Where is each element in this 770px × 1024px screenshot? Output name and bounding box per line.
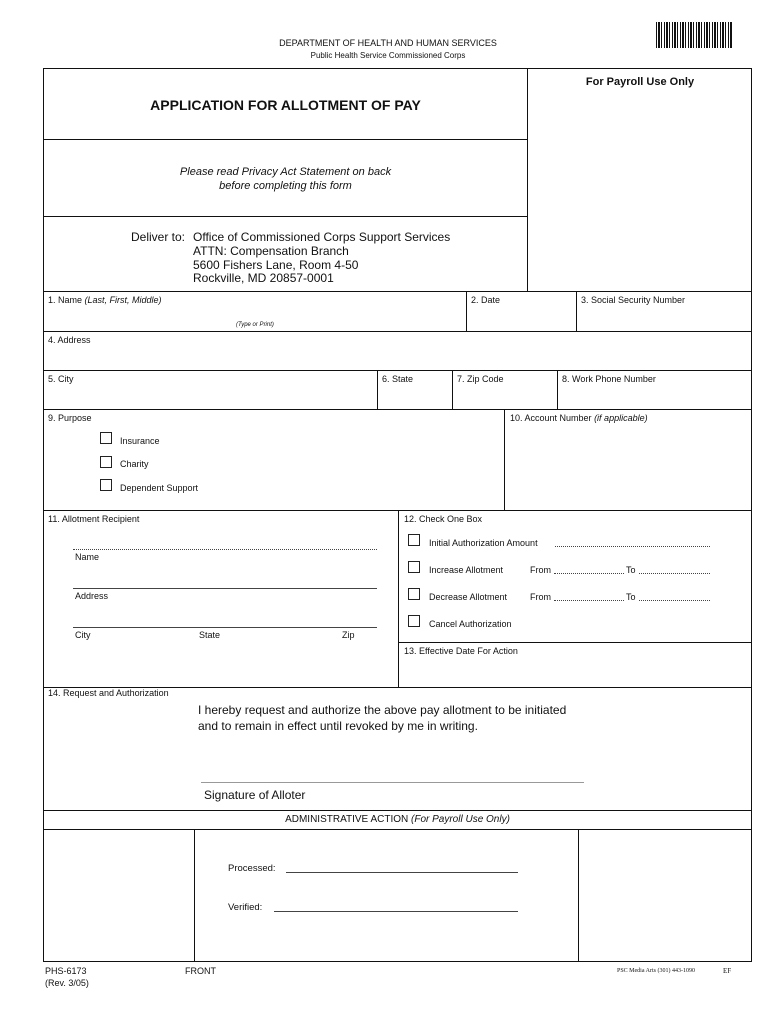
charity-label: Charity [120,459,149,469]
department-subheader: Public Health Service Commissioned Corps [310,51,466,60]
increase-from-line[interactable] [554,573,624,574]
recipient-zip-label: Zip [342,630,355,640]
verified-label: Verified: [228,902,263,913]
department-header: DEPARTMENT OF HEALTH AND HUMAN SERVICES [279,38,497,48]
allotment-recipient-label: 11. Allotment Recipient [48,514,140,524]
cancel-authorization-checkbox[interactable] [408,615,420,627]
decrease-allotment-label: Decrease Allotment [429,592,508,602]
privacy-line-2: before completing this form [219,180,352,192]
charity-checkbox[interactable] [100,456,112,468]
date-label: 2. Date [471,295,501,305]
recipient-state-label: State [199,630,221,640]
city-label: 5. City [48,374,74,384]
signature-line[interactable] [201,782,584,783]
payroll-use-label: For Payroll Use Only [585,76,695,88]
form-number: PHS-6173 [45,966,87,976]
zip-label: 7. Zip Code [457,374,504,384]
admin-v2 [578,829,579,962]
deliver-line-4: Rockville, MD 20857-0001 [193,271,334,285]
recipient-address-field[interactable] [73,567,377,587]
row4-top [43,409,752,410]
admin-v1 [194,829,195,962]
insurance-checkbox[interactable] [100,432,112,444]
verified-line[interactable] [274,911,518,912]
row3-top [43,370,752,371]
city-field[interactable] [44,385,376,409]
initial-authorization-label: Initial Authorization Amount [429,538,538,548]
initial-amount-line[interactable] [555,546,710,547]
name-label [48,295,162,305]
decrease-allotment-checkbox[interactable] [408,588,420,600]
effective-date-label: 13. Effective Date For Action [404,646,518,656]
recipient-address-label: Address [75,591,109,601]
decrease-from-label: From [530,592,551,602]
printer-credit: PSC Media Arts (301) 443-1090 [617,968,695,974]
decrease-to-line[interactable] [639,600,710,601]
recipient-city-label: City [75,630,91,640]
row7-bottom [43,829,752,830]
form-title: APPLICATION FOR ALLOTMENT OF PAY [150,97,421,113]
increase-to-line[interactable] [639,573,710,574]
name-label-hint: (Last, First, Middle) [84,295,162,305]
increase-from-label: From [530,565,551,575]
recipient-address-line [73,588,377,589]
address-field[interactable] [44,346,751,369]
request-authorization-label: 14. Request and Authorization [48,688,169,698]
deliver-to-label: Deliver to: [131,230,186,244]
date-field[interactable] [467,306,575,330]
increase-allotment-label: Increase Allotment [429,565,504,575]
work-phone-field[interactable] [558,385,751,409]
deliver-line-3: 5600 Fishers Lane, Room 4-50 [193,258,359,272]
increase-to-label: To [626,565,636,575]
front-label: FRONT [185,966,216,976]
ssn-field[interactable] [577,306,751,330]
authorization-text-2: and to remain in effect until revoked by me in writing. [198,719,478,733]
row7-top [43,810,752,811]
recipient-name-line [73,549,377,550]
account-number-label-hint: (if applicable) [594,413,648,423]
row2-top [43,331,752,332]
privacy-line-1: Please read Privacy Act Statement on back [179,166,392,178]
admin-action-title-hint: (For Payroll Use Only) [411,814,510,825]
ef-mark: EF [723,967,732,975]
deliver-line-1: Office of Commissioned Corps Support Services [193,230,451,244]
state-field[interactable] [378,385,451,409]
state-label: 6. State [382,374,414,384]
authorization-text-1: I hereby request and authorize the above pay allotment to be initiated [198,703,567,717]
decrease-from-line[interactable] [554,600,624,601]
processed-line[interactable] [286,872,518,873]
admin-action-title-text: ADMINISTRATIVE ACTION [285,814,409,825]
form-revision: (Rev. 3/05) [45,978,89,988]
signature-label: Signature of Alloter [204,788,306,802]
purpose-label: 9. Purpose [48,413,92,423]
check-one-label: 12. Check One Box [404,514,483,524]
address-label: 4. Address [48,335,91,345]
admin-action-title [43,814,752,826]
decrease-to-label: To [626,592,636,602]
cancel-authorization-label: Cancel Authorization [429,619,512,629]
dependent-support-label: Dependent Support [120,483,199,493]
zip-field[interactable] [453,385,556,409]
ssn-label: 3. Social Security Number [581,295,686,305]
deliver-line-2: ATTN: Compensation Branch [193,244,349,258]
account-number-label [510,413,648,423]
name-label-num: 1. Name [48,295,83,305]
type-or-print-note: (Type or Print) [236,322,274,328]
recipient-name-label: Name [75,552,100,562]
title-divider-h2 [43,216,528,217]
account-number-label-num: 10. Account Number [510,413,592,423]
increase-allotment-checkbox[interactable] [408,561,420,573]
initial-authorization-checkbox[interactable] [408,534,420,546]
insurance-label: Insurance [120,436,160,446]
dependent-support-checkbox[interactable] [100,479,112,491]
effective-date-field[interactable] [399,658,751,686]
row5-effective-top [398,642,752,643]
account-number-field[interactable] [505,425,751,509]
work-phone-label: 8. Work Phone Number [562,374,656,384]
row1-top [43,291,752,292]
recipient-name-field[interactable] [73,528,377,548]
recipient-csz-line [73,627,377,628]
recipient-csz-field[interactable] [73,606,377,626]
title-divider-h1 [43,139,528,140]
processed-label: Processed: [228,863,276,874]
